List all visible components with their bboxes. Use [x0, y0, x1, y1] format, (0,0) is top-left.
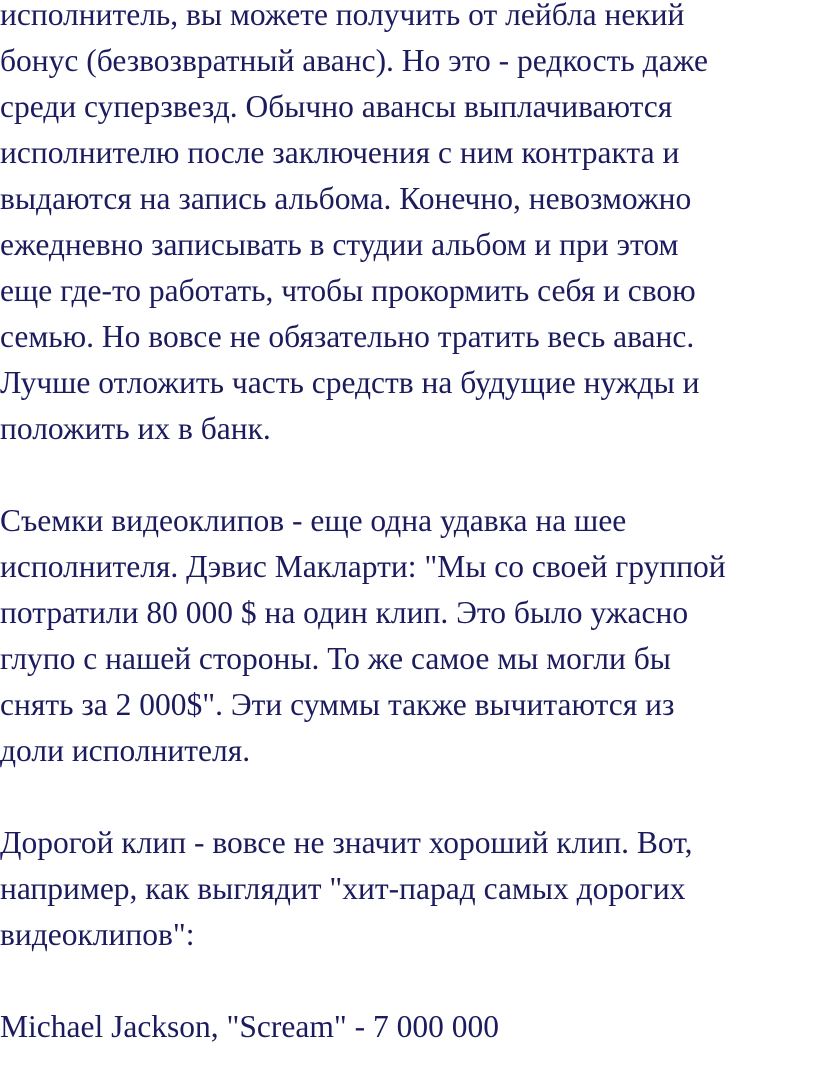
paragraph-gap — [0, 958, 812, 1004]
paragraph-advance — [0, 0, 812, 452]
text-line: семью. Но вовсе не обязательно тратить весь аванс. — [0, 319, 695, 354]
paragraph-expensive-clip — [0, 820, 812, 958]
text-line: еще где-то работать, чтобы прокормить себя и свою — [0, 273, 696, 308]
paragraph-video-clips — [0, 498, 812, 774]
paragraph-gap — [0, 774, 812, 820]
paragraph-gap — [0, 452, 812, 498]
text-line: среди суперзвезд. Обычно авансы выплачиваются — [0, 89, 673, 124]
text-line: исполнителя. Дэвис Макларти: "Мы со своей группой — [0, 549, 726, 584]
text-line: доли исполнителя. — [0, 733, 251, 768]
text-line: глупо с нашей стороны. То же самое мы могли бы — [0, 641, 671, 676]
text-line: потратили 80 000 $ на один клип. Это было ужасно — [0, 595, 689, 630]
text-line: исполнитель, вы можете получить от лейбла некий — [0, 0, 685, 32]
text-line: Дорогой клип - вовсе не значит хороший клип. Вот, — [0, 825, 693, 860]
text-line: снять за 2 000$". Эти суммы также вычитаются из — [0, 687, 675, 722]
text-line: например, как выглядит "хит-парад самых дорогих — [0, 871, 686, 906]
paragraph-chart-entry — [0, 1004, 812, 1050]
text-line: бонус (безвозвратный аванс). Но это - редкость даже — [0, 43, 708, 78]
text-line: положить их в банк. — [0, 411, 271, 446]
text-line: исполнителю после заключения с ним контракта и — [0, 135, 680, 170]
text-line: видеоклипов": — [0, 917, 195, 952]
text-line: Лучше отложить часть средств на будущие нужды и — [0, 365, 700, 400]
text-line: Michael Jackson, "Scream" - 7 000 000 — [0, 1009, 499, 1044]
text-line: выдаются на запись альбома. Конечно, невозможно — [0, 181, 692, 216]
text-line: ежедневно записывать в студии альбом и при этом — [0, 227, 679, 262]
text-line: Съемки видеоклипов - еще одна удавка на шее — [0, 503, 627, 538]
